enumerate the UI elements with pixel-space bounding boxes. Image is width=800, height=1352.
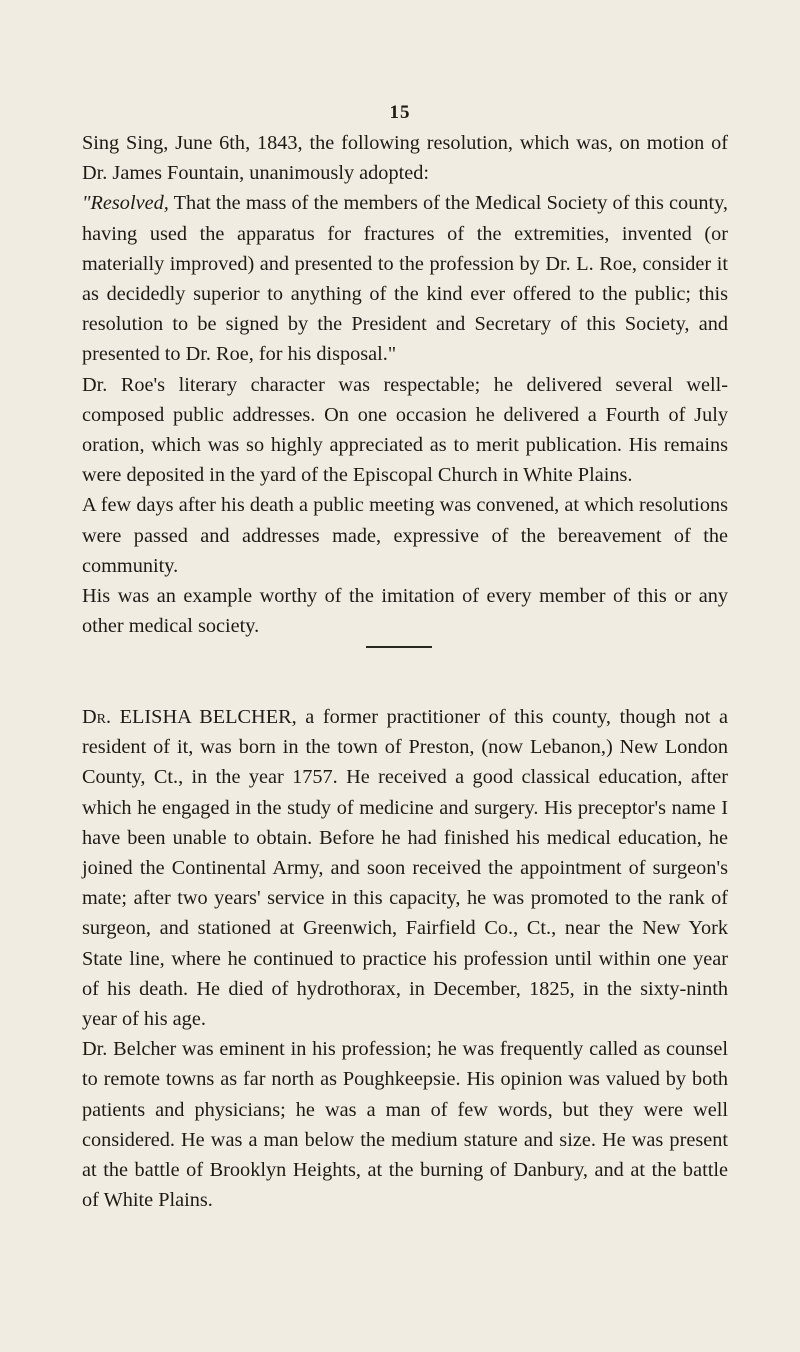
section-divider [366,646,432,648]
paragraph-public-meeting: A few days after his death a public meeting was convened, at which resolutions were passed and addresses made, expressive of the bereavement of the community. [82,494,728,577]
page-number: 15 [389,102,411,123]
resolved-label: "Resolved, [82,192,169,215]
biography-text: ELISHA BELCHER, a former practitioner of this county, though not a resident of it, was born in the town of Preston, (now Lebanon,) New London County, Ct., in the year 1757. He received a good classical education, after which he engaged in the study of medicine and surgery. His preceptor's name I have been unable to obtain. Before he had finished his medical education, he joined the Continental Army, and soon received the appointment of surgeon's mate; after two years' service in this capacity, he was promoted to the rank of surgeon, and stationed at Greenwich, Fairfield Co., Ct., near the New York State line, where he continued to practice his profession until within one year of his death. He died of hydrothorax, in December, 1825, in the sixty-ninth year of his age. [82,706,728,1031]
belcher-section [82,702,728,1215]
paragraph-literary-character: Dr. Roe's literary character was respectable; he delivered several well-composed public addresses. On one occasion he delivered a Fourth of July oration, which was so highly appreciated as to merit publication. His remains were deposited in the yard of the Episcopal Church in White Plains. [82,373,728,487]
paragraph-example: His was an example worthy of the imitation of every member of this or any other medical society. [82,585,728,638]
paragraph-belcher-eminence: Dr. Belcher was eminent in his profession; he was frequently called as counsel to remote towns as far north as Poughkeepsie. His opinion was valued by both patients and physicians; he was a man of few words, but they were well considered. He was a man below the medium stature and size. He was present at the battle of Brooklyn Heights, at the burning of Danbury, and at the battle of White Plains. [82,1038,728,1212]
paragraph-belcher-biography [82,702,728,1034]
paragraph-resolution-intro: Sing Sing, June 6th, 1843, the following resolution, which was, on motion of Dr. James Fountain, unanimously adopted: [82,132,728,185]
resolution-body: That the mass of the members of the Medical Society of this county, having used the apparatus for fractures of the extremities, invented (or materially improved) and presented to the profession by Dr. L. Roe, consider it as decidedly superior to anything of the kind ever offered to the public; this resolution to be signed by the President and Secretary of this Society, and presented to Dr. Roe, for his disposal." [82,192,728,366]
title-prefix: Dr. [82,706,112,728]
paragraph-resolution-text [82,188,728,369]
resolution-section [82,128,728,641]
